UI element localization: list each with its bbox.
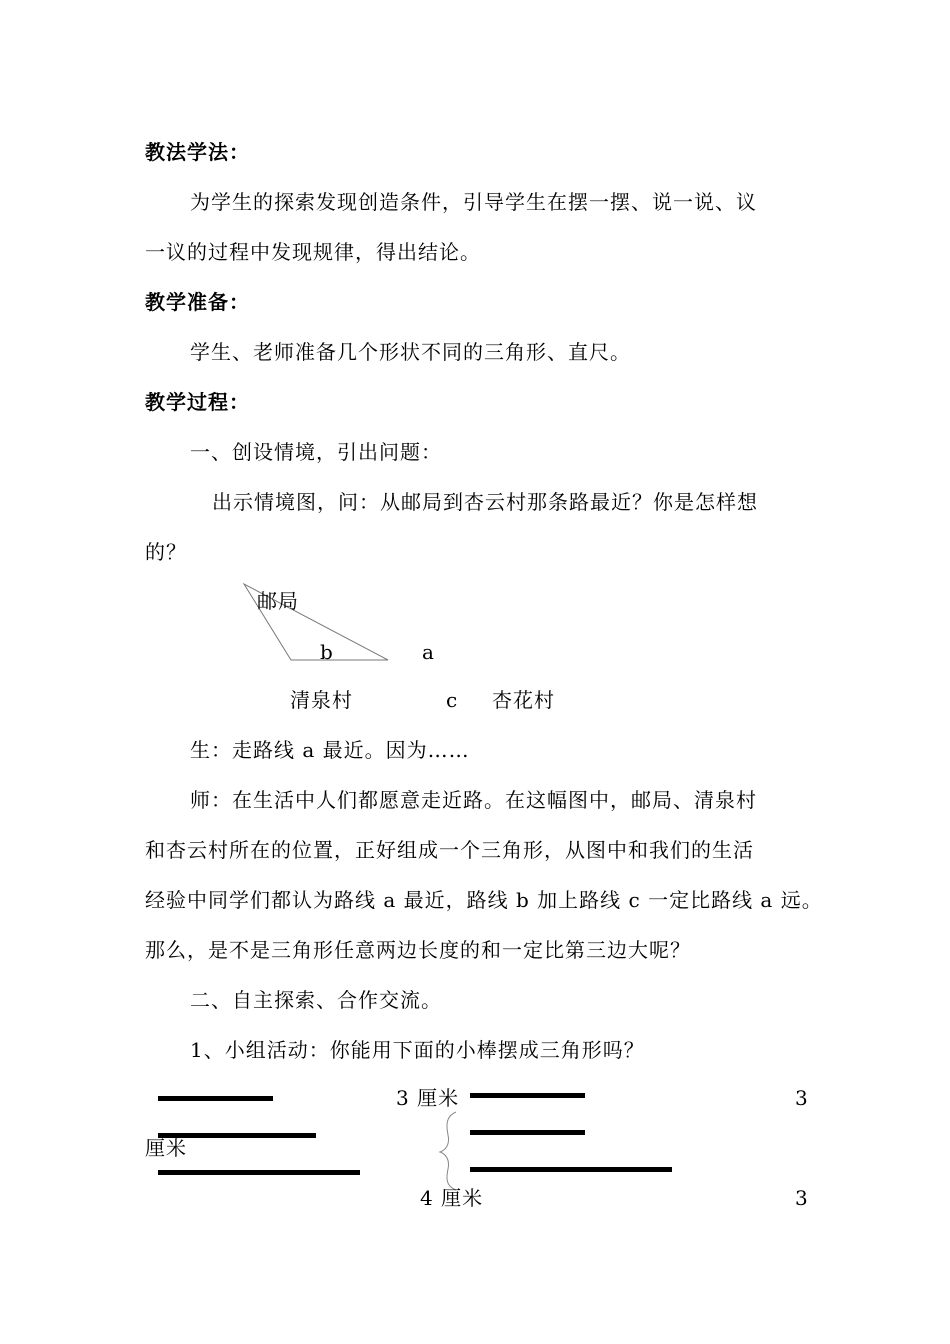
- step1-title: 一、创设情境，引出问题：: [190, 440, 442, 464]
- brace-curve: [440, 1112, 456, 1190]
- heading-methods: 教法学法：: [145, 140, 250, 164]
- label-limi: 厘米: [145, 1136, 187, 1160]
- teacher-line4: 那么，是不是三角形任意两边长度的和一定比第三边大呢？: [145, 938, 691, 962]
- methods-text-line2: 一议的过程中发现规律，得出结论。: [145, 240, 481, 264]
- prep-text: 学生、老师准备几个形状不同的三角形、直尺。: [190, 340, 631, 364]
- label-post-office: 邮局: [257, 589, 299, 613]
- label-route-a: a: [422, 640, 435, 664]
- teacher-line3: 经验中同学们都认为路线 a 最近，路线 b 加上路线 c 一定比路线 a 远。: [145, 888, 823, 912]
- label-route-c: c: [446, 688, 459, 712]
- label-qingquan-village: 清泉村: [290, 688, 353, 712]
- label-route-b: b: [320, 640, 334, 664]
- label-4cm: 4 厘米: [420, 1186, 484, 1210]
- heading-prep: 教学准备：: [145, 290, 250, 314]
- student-answer: 生：走路线 a 最近。因为……: [190, 738, 470, 762]
- label-xinghua-village: 杏花村: [492, 688, 555, 712]
- label-3-right-top: 3: [795, 1086, 809, 1110]
- activity-title: 1、小组活动：你能用下面的小棒摆成三角形吗？: [190, 1038, 645, 1062]
- step2-title: 二、自主探索、合作交流。: [190, 988, 442, 1012]
- teacher-line1: 师：在生活中人们都愿意走近路。在这幅图中，邮局、清泉村: [190, 788, 757, 812]
- step1-question-line2: 的？: [145, 540, 187, 564]
- step1-question-line1: 出示情境图，问：从邮局到杏云村那条路最近？你是怎样想: [212, 490, 758, 514]
- methods-text-line1: 为学生的探索发现创造条件，引导学生在摆一摆、说一说、议: [190, 190, 757, 214]
- label-3cm-middle: 3 厘米: [396, 1086, 460, 1110]
- label-3-right-bottom: 3: [795, 1186, 809, 1210]
- heading-process: 教学过程：: [145, 390, 250, 414]
- teacher-line2: 和杏云村所在的位置，正好组成一个三角形，从图中和我们的生活: [145, 838, 754, 862]
